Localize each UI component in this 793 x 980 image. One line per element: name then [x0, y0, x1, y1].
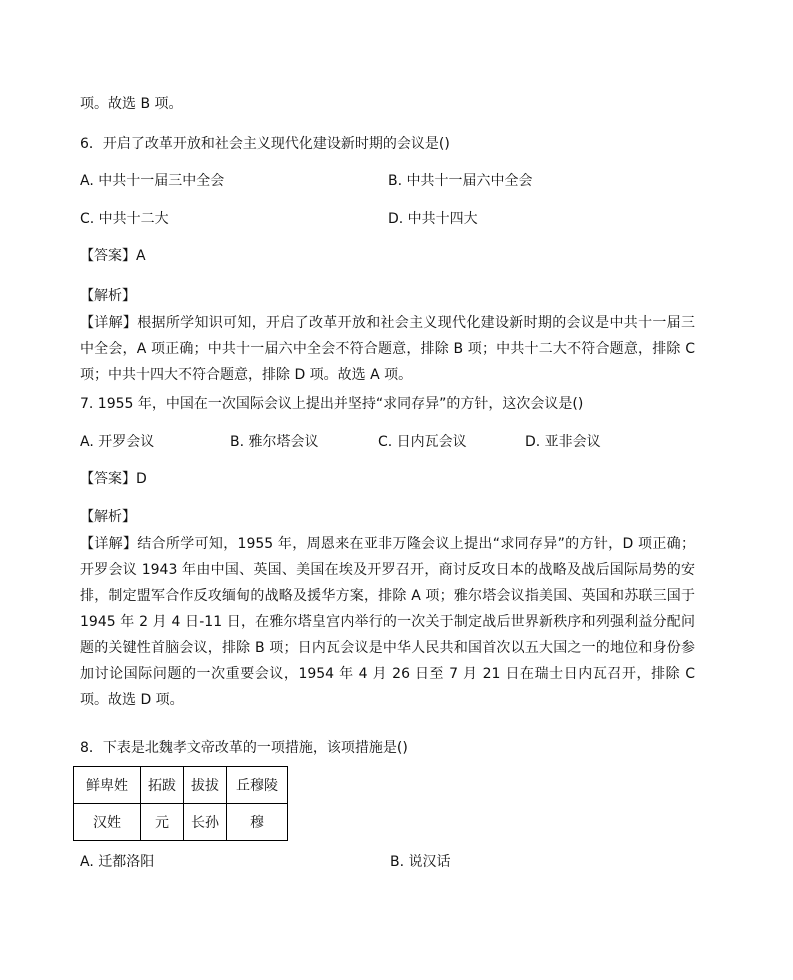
- q6-option-a: A. 中共十一届三中全会: [80, 173, 225, 189]
- q7-option-a: A. 开罗会议: [80, 434, 155, 450]
- continuation-text: 项。故选 B 项。: [80, 96, 183, 112]
- q6-stem: 6．开启了改革开放和社会主义现代化建设新时期的会议是(): [80, 136, 450, 152]
- table-cell: 元: [141, 804, 184, 841]
- table-row: [74, 804, 288, 841]
- q6-detail: 【详解】根据所学知识可知，开启了改革开放和社会主义现代化建设新时期的会议是中共十一届三中全会，A 项正确；中共十一届六中全会不符合题意，排除 B 项；中共十二大不符合题意，排除 C 项；中共十四大不符合题意，排除 D 项。故选 A 项。: [80, 315, 695, 383]
- surname-table: [73, 766, 288, 841]
- q7-option-d: D. 亚非会议: [525, 434, 601, 450]
- table-cell: 长孙: [184, 804, 227, 841]
- q6-answer: 【答案】A: [80, 248, 146, 264]
- table-cell: 鲜卑姓: [74, 767, 141, 804]
- q6-option-c: C. 中共十二大: [80, 211, 169, 227]
- q8-stem: 8．下表是北魏孝文帝改革的一项措施，该项措施是(): [80, 740, 408, 756]
- q7-detail: 【详解】结合所学可知，1955 年，周恩来在亚非万隆会议上提出“求同存异”的方针，D 项正确；开罗会议 1943 年由中国、英国、美国在埃及开罗召开，商讨反攻日本的战略及战后国际局势的安排，制定盟军合作反攻缅甸的战略及援华方案，排除 A 项；雅尔塔会议指美国、英国和苏联三国于 1945 年 2 月 4 日-11 日，在雅尔塔皇宫内举行的一次关于制定战后世界新秩序和列强利益分配问题的关键性首脑会议，排除 B 项；日内瓦会议是中华人民共和国首次以五大国之一的地位和身份参加讨论国际问题的一次重要会议，1954 年 4 月 26 日至 7 月 21 日在瑞士日内瓦召开，排除 C 项。故选 D 项。: [80, 536, 695, 708]
- q6-analysis-title: 【解析】: [80, 288, 136, 304]
- q8-option-a: A. 迁都洛阳: [80, 854, 155, 870]
- table-cell: 穆: [227, 804, 288, 841]
- table-cell: 丘穆陵: [227, 767, 288, 804]
- table-cell: 拓跋: [141, 767, 184, 804]
- q7-answer: 【答案】D: [80, 471, 147, 487]
- q6-option-d: D. 中共十四大: [388, 211, 478, 227]
- table-cell: 汉姓: [74, 804, 141, 841]
- table-cell: 拔拔: [184, 767, 227, 804]
- q7-stem: 7. 1955 年，中国在一次国际会议上提出并坚持“求同存异”的方针，这次会议是(): [80, 396, 584, 412]
- q7-option-b: B. 雅尔塔会议: [230, 434, 319, 450]
- q8-option-b: B. 说汉话: [390, 854, 451, 870]
- q6-option-b: B. 中共十一届六中全会: [388, 173, 533, 189]
- table-row: [74, 767, 288, 804]
- q7-option-c: C. 日内瓦会议: [378, 434, 467, 450]
- q7-analysis-title: 【解析】: [80, 509, 136, 525]
